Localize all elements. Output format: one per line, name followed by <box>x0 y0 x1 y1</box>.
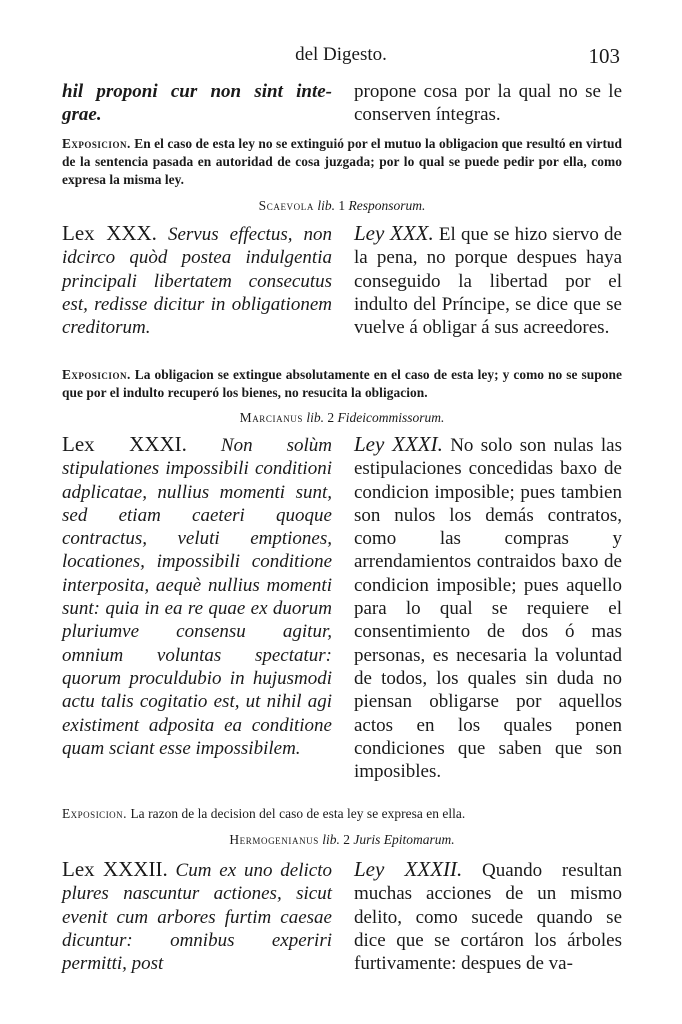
exposicion-paragraph <box>62 805 622 823</box>
source-author: Hermogenianus <box>229 832 319 847</box>
source-lib: lib. <box>322 832 340 847</box>
exposicion-label: Exposicion. <box>62 136 131 151</box>
source-title: Fideicommissorum. <box>337 410 445 425</box>
exposicion-text: La razon de la decision del caso de esta ley se expresa en ella. <box>130 806 466 821</box>
source-author: Marcianus <box>239 410 304 425</box>
lex-heading: Lex XXXII. <box>62 857 168 881</box>
lex-31-block <box>62 433 622 793</box>
ley-heading: Ley XXXII. <box>354 857 463 881</box>
source-title: Responsorum. <box>348 198 426 213</box>
spanish-column <box>354 858 622 975</box>
spanish-text: El que se hizo siervo de la pena, no porque despues haya conseguido la libertad por el indulto del Príncipe, se dice que se vuelve á obligar á sus acreedores. <box>354 224 622 339</box>
running-title: del Digesto. <box>295 44 387 65</box>
exposicion-text: La obligacion se extingue absolutamente en el caso de esta ley; y como no se supone que por el indulto recuperó los bienes, no resucita la obligacion. <box>62 367 623 400</box>
latin-text: Cum ex uno delicto plures nascuntur actiones, sicut evenit cum arbores furtim caesae dicuntur: omnibus experiri permitti, post <box>62 860 332 975</box>
source-number: 2 <box>343 832 351 847</box>
exposicion-label: Exposicion. <box>62 806 128 821</box>
page-header <box>0 44 682 72</box>
source-title: Juris Epitomarum. <box>353 832 455 847</box>
lex-heading: Lex XXXI. <box>62 432 187 456</box>
exposicion-text: En el caso de esta ley no se extinguió por el mutuo la obligacion que resultó en virtud de la sentencia pasada en autoridad de cosa juzgada; por lo qual se puede pedir por ella, como expresa la misma ley. <box>62 136 622 187</box>
source-lib: lib. <box>317 198 335 213</box>
source-number: 1 <box>338 198 346 213</box>
spanish-text: Quando resultan muchas acciones de un mismo delito, como sucede quando se dice que se cortáron los árboles furtivamente: despues de va- <box>354 860 622 975</box>
source-lib: lib. <box>306 410 325 425</box>
exposicion-label: Exposicion. <box>62 367 131 382</box>
latin-text: Servus effectus, non idcirco quòd postea indulgentia principali libertatem consecutus est, redisse dicitur in obligationem creditorum. <box>62 224 332 339</box>
latin-column: hil proponi cur non sint inte- grae. <box>62 81 332 126</box>
latin-column <box>62 222 332 339</box>
lex-32-block <box>62 858 622 988</box>
ley-heading: Ley XXXI. <box>354 432 443 456</box>
lex-heading: Lex XXX. <box>62 221 157 245</box>
lex-30-block <box>62 222 622 362</box>
source-author: Scaevola <box>258 198 314 213</box>
source-citation <box>62 832 622 848</box>
continuation-block <box>62 80 622 130</box>
spanish-column <box>354 433 622 783</box>
spanish-column: propone cosa por la qual no se le conserven íntegras. <box>354 81 622 126</box>
latin-text: Non solùm stipulationes impossibili conditioni adplicatae, nullius momenti sunt, sed etiam caeteri quoque contractus, veluti emptiones, locationes, impossibili conditione interposita, aequè nullius momenti sunt: quia in ea re quae ex duorum pluriumve consensu agitur, omnium voluntas spectatur: quorum proculdubio in hujusmodi actu talis cogitatio est, ut nihil agi existiment adposita ea conditione quam sciant esse impossibilem. <box>62 435 332 759</box>
spanish-column <box>354 222 622 339</box>
exposicion-paragraph <box>62 135 622 189</box>
ley-heading: Ley XXX. <box>354 221 434 245</box>
latin-column <box>62 858 332 975</box>
page-number: 103 <box>588 44 620 68</box>
source-citation <box>62 198 622 214</box>
exposicion-paragraph <box>62 366 622 402</box>
spanish-text: No solo son nulas las estipulaciones concedidas baxo de condicion imposible; pues tambien son nulos los demás contratos, como las compras y arrendamientos contraidos baxo de condicion imposible; pues aquello para lo qual se requiere el consentimiento de dos ó mas personas, es necesaria la voluntad de todos, los quales sin duda no piensan obligarse por aquellos actos en los quales ponen condiciones que saben que son imposibles. <box>354 435 623 783</box>
latin-column <box>62 433 332 760</box>
source-number: 2 <box>327 410 335 425</box>
source-citation <box>62 410 622 426</box>
